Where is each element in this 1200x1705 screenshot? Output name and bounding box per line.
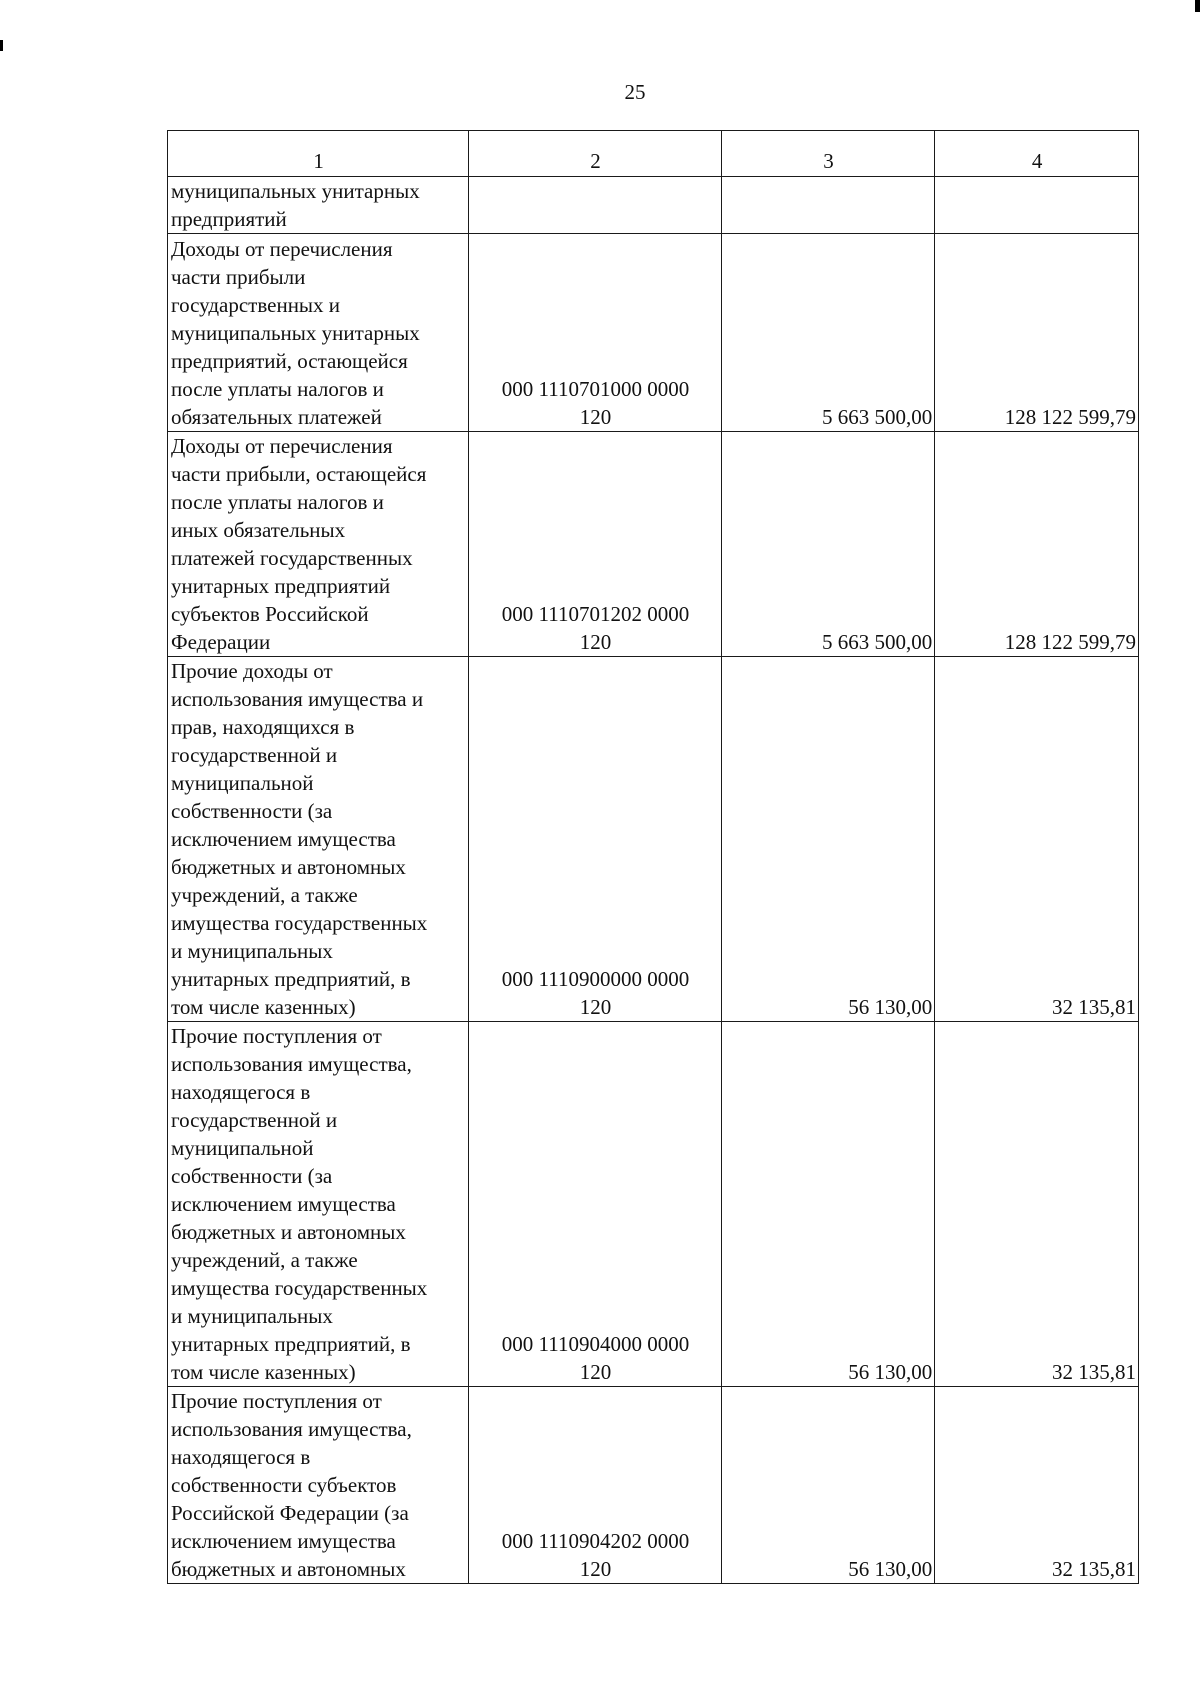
table-row xyxy=(168,657,1139,1022)
row-code-cell: 000 1110900000 0000 120 xyxy=(469,657,722,1022)
row-column-3-value: 56 130,00 xyxy=(721,657,934,1022)
column-header-4: 4 xyxy=(935,131,1139,177)
row-column-4-value: 32 135,81 xyxy=(935,657,1139,1022)
column-header-2: 2 xyxy=(469,131,722,177)
row-column-3-value: 5 663 500,00 xyxy=(721,234,934,432)
row-name-cell: муниципальных унитарных предприятий xyxy=(168,177,469,234)
row-code-cell: 000 1110904000 0000 120 xyxy=(469,1022,722,1387)
row-name-cell: Доходы от перечисления части прибыли, остающейся после уплаты налогов и иных обязательных платежей государственных унитарных предприятий субъектов Российской Федерации xyxy=(168,432,469,657)
row-column-4-value: 128 122 599,79 xyxy=(935,234,1139,432)
row-column-4-value: 32 135,81 xyxy=(935,1022,1139,1387)
row-name-cell: Прочие доходы от использования имущества и прав, находящихся в государственной и муниципальной собственности (за исключением имущества бюджетных и автономных учреждений, а также имущества государственных и муниципальных унитарных предприятий, в том числе казенных) xyxy=(168,657,469,1022)
row-column-4-value: 32 135,81 xyxy=(935,1387,1139,1584)
table-row xyxy=(168,234,1139,432)
row-code-cell: 000 1110701202 0000 120 xyxy=(469,432,722,657)
row-name-cell: Прочие поступления от использования имущества, находящегося в собственности субъектов Российской Федерации (за исключением имущества бюджетных и автономных xyxy=(168,1387,469,1584)
row-name-cell: Прочие поступления от использования имущества, находящегося в государственной и муниципальной собственности (за исключением имущества бюджетных и автономных учреждений, а также имущества государственных и муниципальных унитарных предприятий, в том числе казенных) xyxy=(168,1022,469,1387)
column-header-3: 3 xyxy=(721,131,934,177)
table-row xyxy=(168,1022,1139,1387)
row-column-3-value: 5 663 500,00 xyxy=(721,432,934,657)
scan-edge-mark-right xyxy=(1195,0,1200,12)
row-column-4-value xyxy=(935,177,1139,234)
row-code-cell xyxy=(469,177,722,234)
row-column-3-value xyxy=(721,177,934,234)
table-row xyxy=(168,1387,1139,1584)
table-header-row xyxy=(168,131,1139,177)
column-header-1: 1 xyxy=(168,131,469,177)
table-row xyxy=(168,177,1139,234)
row-code-cell: 000 1110701000 0000 120 xyxy=(469,234,722,432)
row-column-3-value: 56 130,00 xyxy=(721,1387,934,1584)
row-column-4-value: 128 122 599,79 xyxy=(935,432,1139,657)
budget-revenue-table xyxy=(167,130,1139,1584)
scan-edge-mark-left xyxy=(0,40,3,51)
row-code-cell: 000 1110904202 0000 120 xyxy=(469,1387,722,1584)
row-column-3-value: 56 130,00 xyxy=(721,1022,934,1387)
row-name-cell: Доходы от перечисления части прибыли государственных и муниципальных унитарных предприятий, остающейся после уплаты налогов и обязательных платежей xyxy=(168,234,469,432)
page-number: 25 xyxy=(624,80,646,104)
table-row xyxy=(168,432,1139,657)
